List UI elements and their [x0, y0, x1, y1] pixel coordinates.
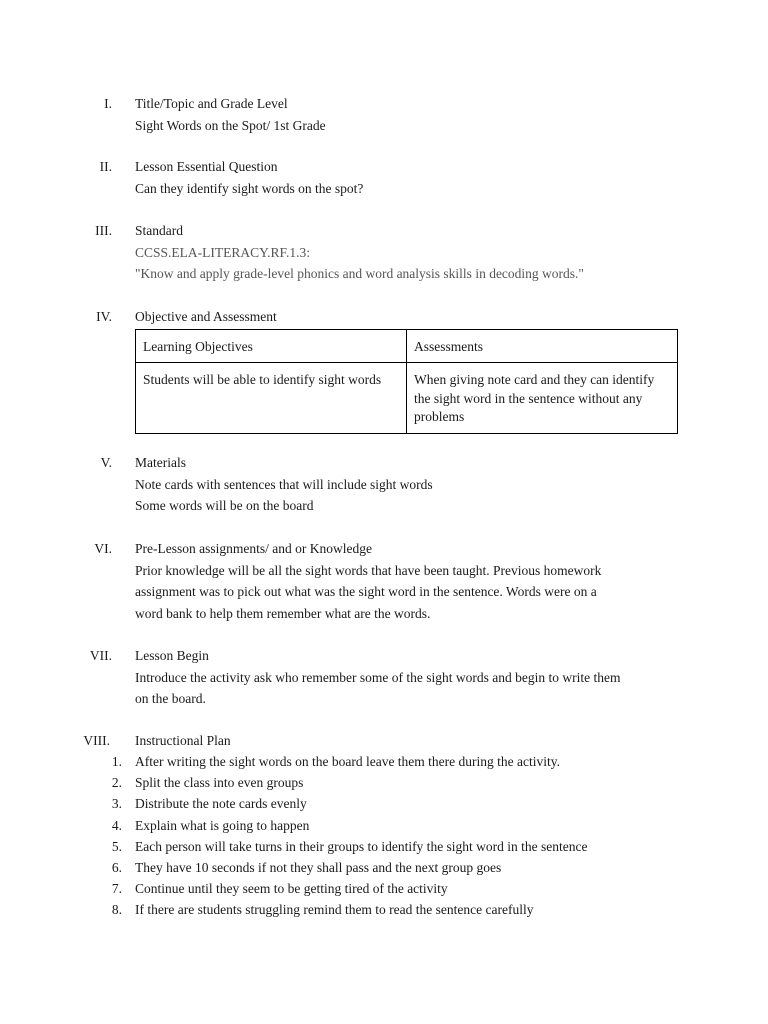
section-heading: Objective and Assessment	[135, 309, 277, 324]
table-cell-objective: Students will be able to identify sight words	[136, 363, 407, 434]
list-item: 7. Continue until they seem to be getting tired of the activity	[111, 881, 448, 897]
section-number: VIII.	[83, 733, 110, 748]
instructional-plan-list	[0, 751, 768, 921]
section-text: Can they identify sight words on the spot?	[135, 180, 364, 196]
section-text: Prior knowledge will be all the sight words that have been taught. Previous homework	[135, 562, 602, 578]
section-number: II.	[99, 159, 112, 174]
section-heading: Materials	[135, 455, 186, 470]
section-text: on the board.	[135, 691, 206, 706]
table-row	[136, 363, 678, 434]
list-item: 6. They have 10 seconds if not they shall pass and the next group goes	[111, 859, 502, 875]
objectives-table	[135, 329, 678, 434]
standard-quote: "Know and apply grade-level phonics and word analysis skills in decoding words."	[135, 266, 584, 281]
section-number: IV.	[96, 309, 112, 324]
section-heading: Lesson Essential Question	[135, 159, 278, 174]
section-text: word bank to help them remember what are the words.	[135, 605, 431, 621]
list-item: 3. Distribute the note cards evenly	[111, 796, 307, 812]
section-number: VI.	[94, 541, 112, 556]
section-text: assignment was to pick out what was the sight word in the sentence. Words were on a	[135, 584, 597, 599]
table-header-objectives: Learning Objectives	[136, 329, 407, 363]
section-heading: Standard	[135, 223, 183, 238]
list-item: 1. After writing the sight words on the board leave them there during the activity.	[111, 754, 561, 769]
list-item: 8. If there are students struggling remind them to read the sentence carefully	[111, 902, 534, 918]
list-item: 2. Split the class into even groups	[111, 775, 304, 791]
table-header-row	[136, 329, 678, 363]
list-item: 4. Explain what is going to happen	[111, 817, 310, 833]
section-number: I.	[104, 96, 112, 111]
section-heading: Lesson Begin	[135, 648, 209, 663]
table-header-assessments: Assessments	[407, 329, 678, 363]
list-item: 5. Each person will take turns in their groups to identify the sight word in the sentence	[111, 838, 588, 854]
table-cell-assessment: When giving note card and they can identify the sight word in the sentence without any problems	[407, 363, 678, 434]
section-text: Some words will be on the board	[135, 498, 314, 513]
section-number: III.	[95, 223, 112, 238]
standard-code: CCSS.ELA-LITERACY.RF.1.3:	[135, 244, 310, 260]
section-text: Introduce the activity ask who remember some of the sight words and begin to write them	[135, 669, 621, 685]
section-number: VII.	[89, 648, 112, 663]
section-heading: Instructional Plan	[135, 733, 231, 748]
section-text: Sight Words on the Spot/ 1st Grade	[135, 117, 326, 133]
section-heading: Pre-Lesson assignments/ and or Knowledge	[135, 541, 372, 556]
section-heading: Title/Topic and Grade Level	[135, 96, 288, 111]
section-number: V.	[100, 455, 112, 470]
section-text: Note cards with sentences that will include sight words	[135, 476, 433, 492]
